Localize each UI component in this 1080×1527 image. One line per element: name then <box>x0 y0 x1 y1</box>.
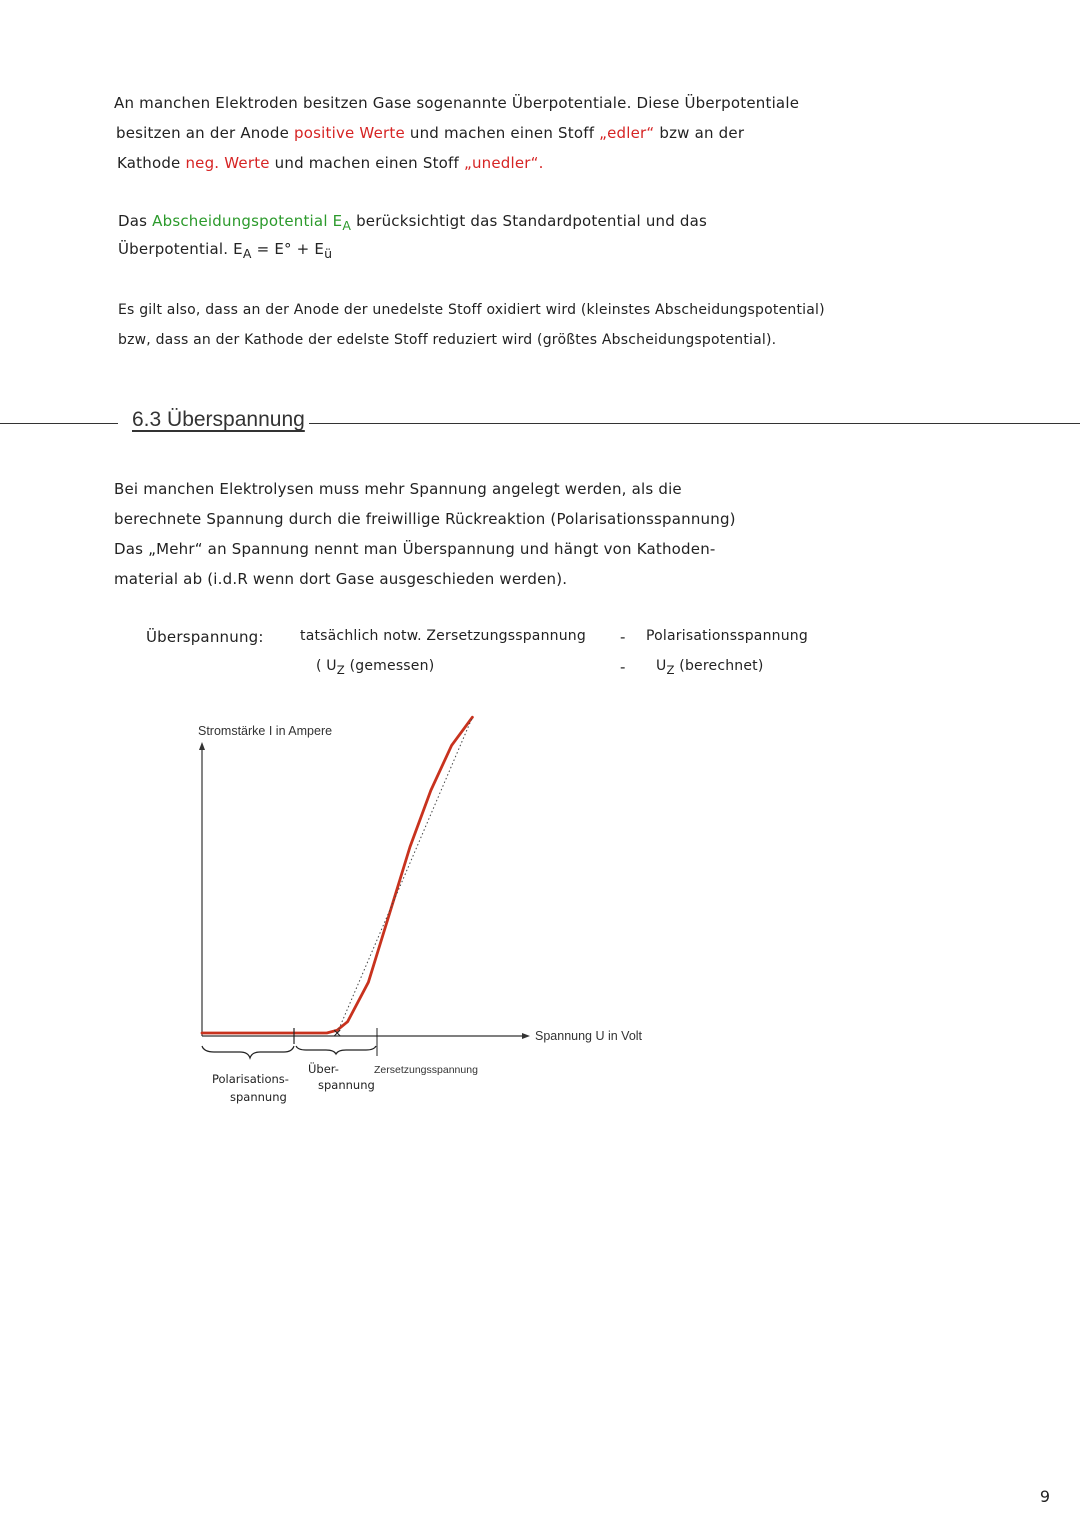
formula-minus-2: - <box>620 658 626 676</box>
formula-ea-sub: A <box>242 246 252 261</box>
formula-label: Überspannung: <box>146 628 264 646</box>
body-line-1-text: Bei manchen Elektrolysen muss mehr Spannung angelegt werden, als die <box>114 480 682 498</box>
abscheidung-pre: Das <box>118 212 153 230</box>
intro-line-3-mid: und machen einen Stoff <box>269 154 464 172</box>
intro-line-3-pre: Kathode <box>117 154 186 172</box>
abscheidungspotential-highlight: Abscheidungspotential E <box>152 212 343 230</box>
ueberspannung-label-1: Über- <box>308 1062 339 1076</box>
edler-highlight: „edler“ <box>599 124 655 142</box>
abscheidung-post: berücksichtigt das Standardpotential und das <box>351 212 708 230</box>
formula-ea-text: Überpotential. E <box>118 240 243 258</box>
intro-line-2-pre: besitzen an der Anode <box>116 124 295 142</box>
formula-sub-2-z: Z <box>666 662 675 677</box>
body-line-4-text: material ab (i.d.R wenn dort Gase ausgeschieden werden). <box>114 570 568 588</box>
positive-werte-highlight: positive Werte <box>294 124 405 142</box>
formula-sub-2-post: (berechnet) <box>674 658 764 674</box>
formula-minus: - <box>620 628 626 646</box>
polarisation-label-1: Polarisations- <box>212 1072 289 1086</box>
intro-line-2-mid: und machen einen Stoff <box>404 124 600 142</box>
section-title: 6.3 Überspannung <box>128 408 309 432</box>
intro-line-1-text: An manchen Elektroden besitzen Gase sogenannte Überpotentiale. Diese Überpotentiale <box>114 94 800 112</box>
neg-werte-highlight: neg. Werte <box>185 154 270 172</box>
zersetzungsspannung-label: Zersetzungsspannung <box>374 1064 478 1076</box>
brace-ueberspannung <box>296 1046 376 1054</box>
rule-line-2-text: bzw, dass an der Kathode der edelste Stoff reduziert wird (größtes Abscheidungspotential). <box>118 332 777 348</box>
chart-xlabel: Spannung U in Volt <box>535 1029 643 1043</box>
unedler-highlight: „unedler“. <box>463 154 544 172</box>
formula-sub-1-post: (gemessen) <box>344 658 435 674</box>
formula-sub-1-pre: ( U <box>316 658 337 674</box>
formula-ea-post: = E° + E <box>251 240 325 258</box>
formula-eu-sub: ü <box>324 246 333 261</box>
abscheidung-sub-a: A <box>342 218 352 233</box>
y-axis-arrow <box>199 742 205 750</box>
formula-sub-1-z: Z <box>336 662 345 677</box>
formula-sub-2-pre: U <box>656 658 667 674</box>
rule-line-1-text: Es gilt also, dass an der Anode der unedelste Stoff oxidiert wird (kleinstes Abscheidungspotential) <box>118 302 825 318</box>
current-curve <box>202 717 472 1033</box>
x-axis-arrow <box>522 1033 530 1039</box>
body-line-2-text: berechnete Spannung durch die freiwillige Rückreaktion (Polarisationsspannung) <box>114 510 736 528</box>
polarisation-label-2: spannung <box>230 1090 287 1104</box>
extrapolation-line <box>337 717 472 1033</box>
page-number: 9 <box>1039 1487 1050 1506</box>
ueberspannung-label-2: spannung <box>318 1078 375 1092</box>
formula-term-2: Polarisationsspannung <box>646 628 808 644</box>
formula-term-1: tatsächlich notw. Zersetzungsspannung <box>300 628 586 644</box>
chart-ylabel: Stromstärke I in Ampere <box>198 724 333 738</box>
brace-polarisation <box>202 1046 294 1058</box>
body-line-3-text: Das „Mehr“ an Spannung nennt man Überspannung und hängt von Kathoden- <box>114 540 716 558</box>
intro-line-2-post: bzw an der <box>654 124 745 142</box>
